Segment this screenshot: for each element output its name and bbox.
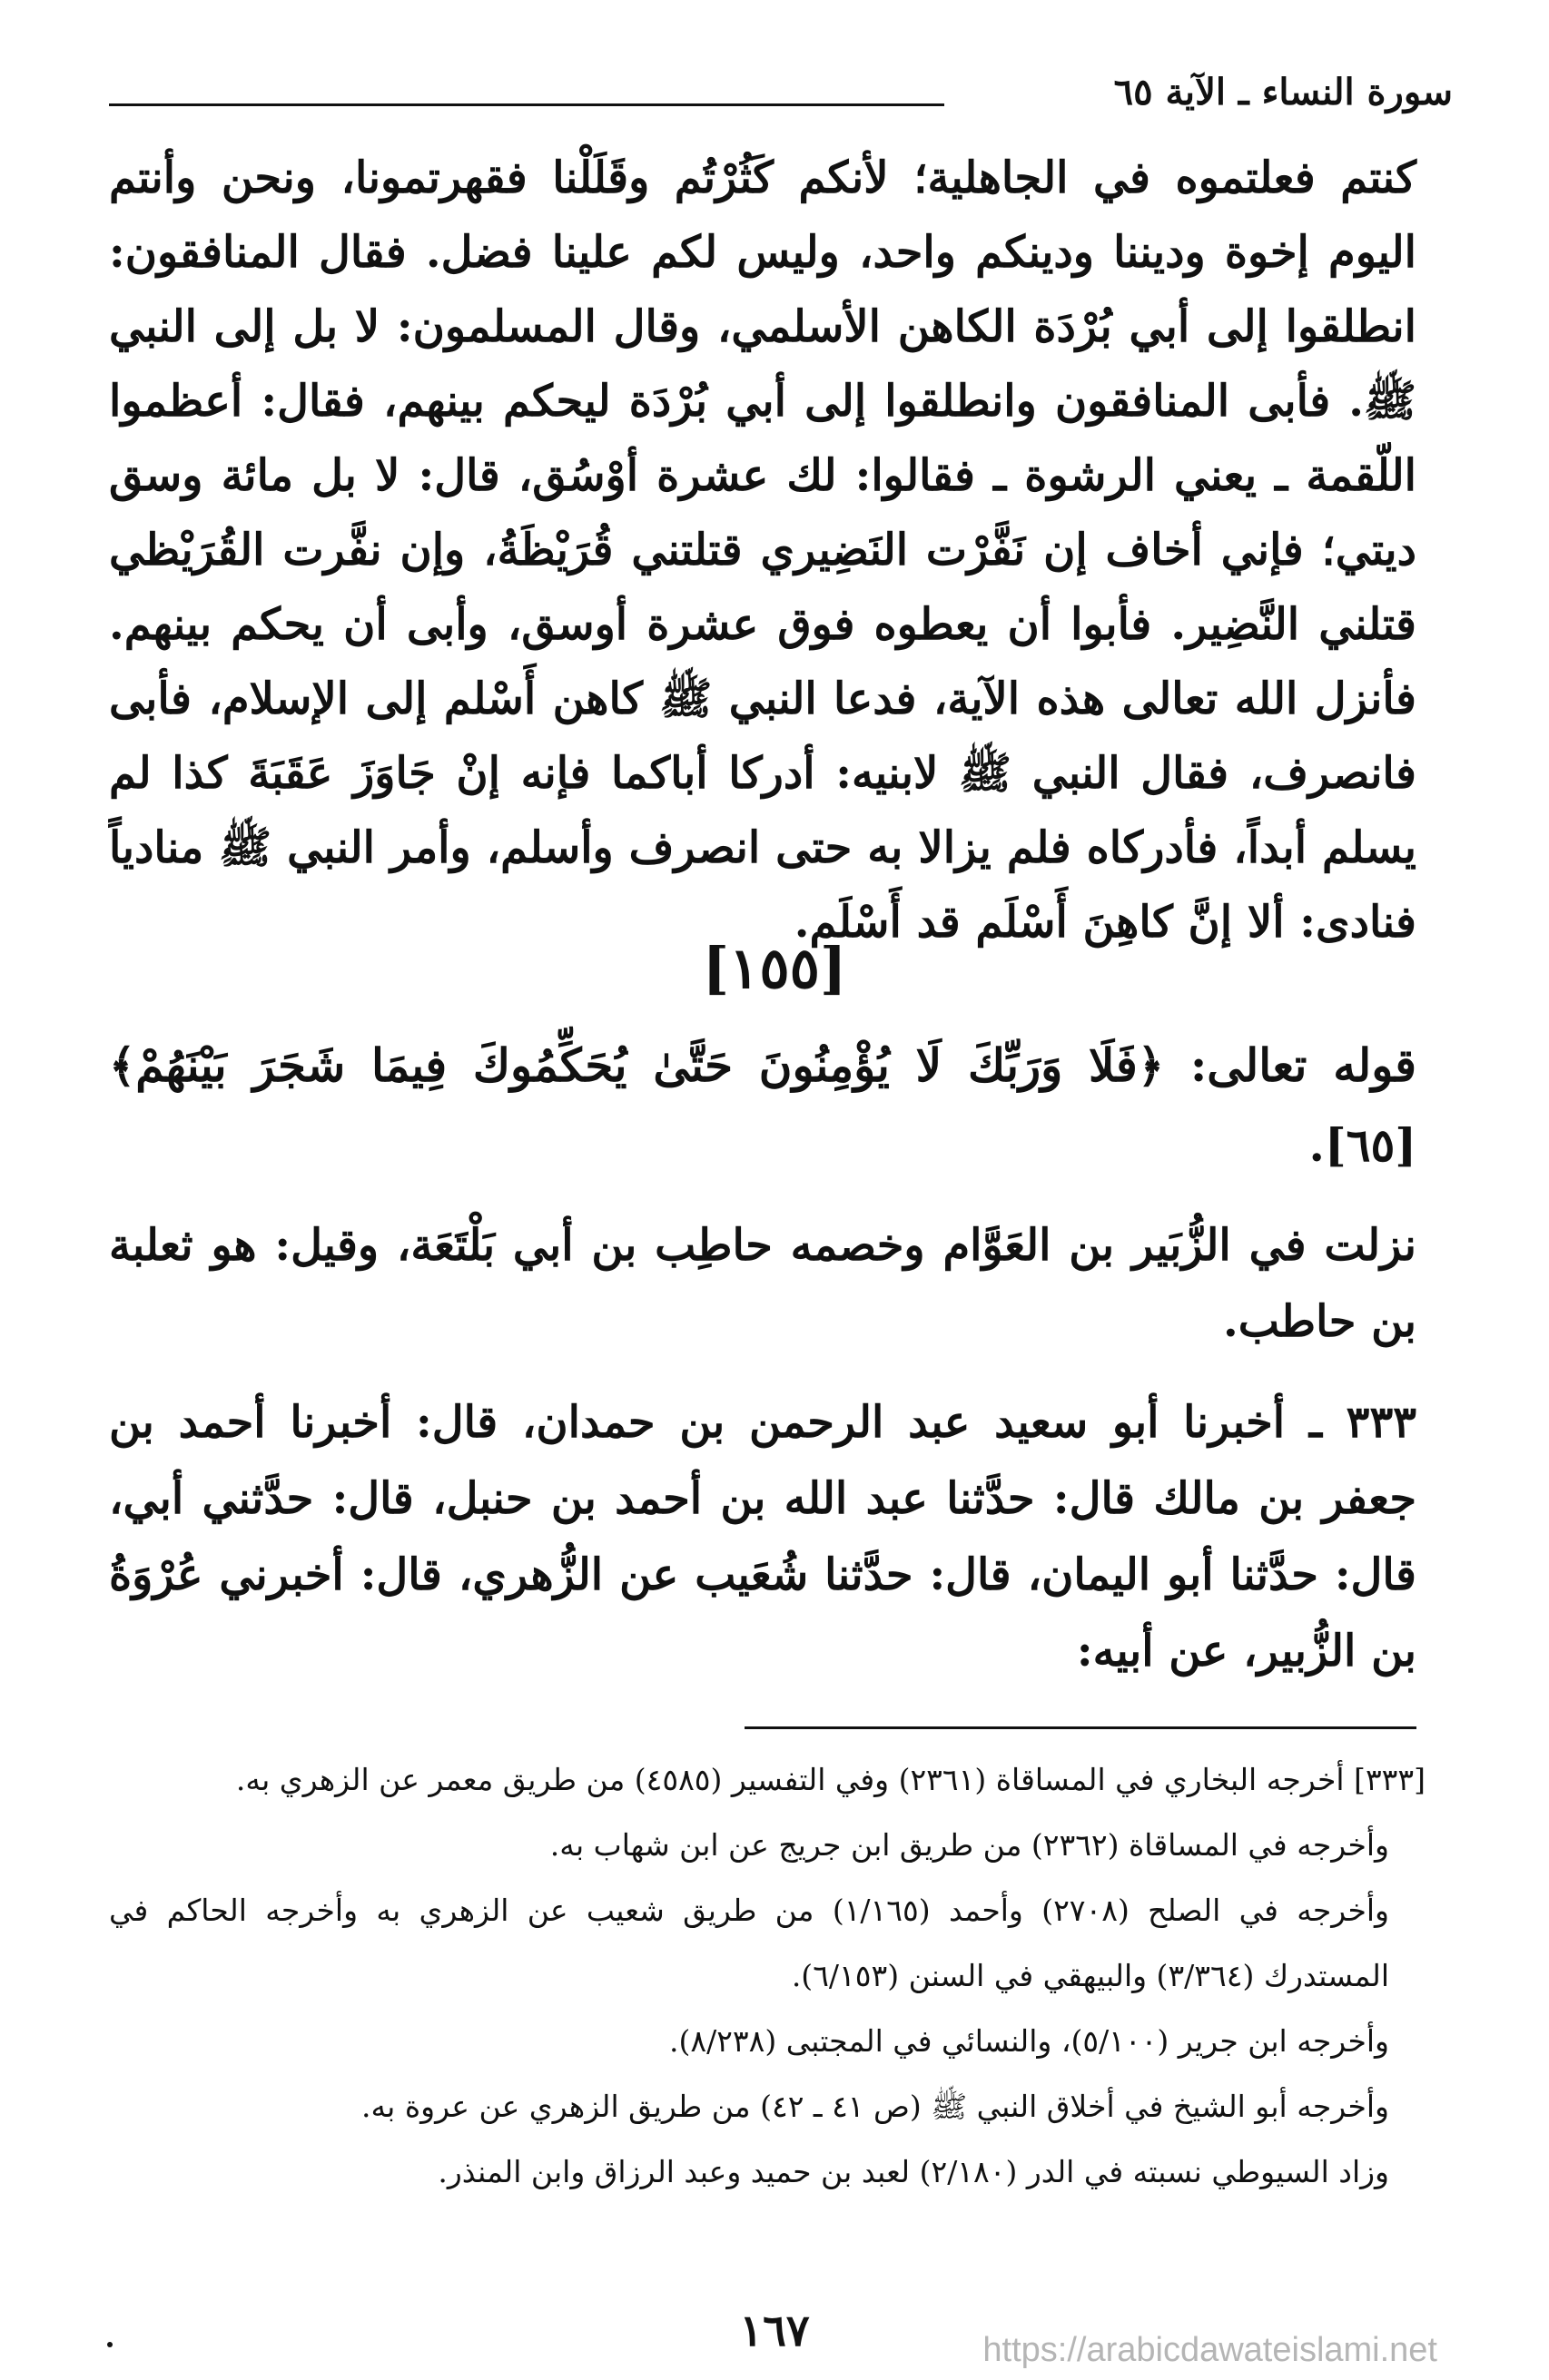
main-paragraph: كنتم فعلتموه في الجاهلية؛ لأنكم كَثُرْتُم وقَلَلْنا فقهرتمونا، ونحن وأنتم اليوم إخوة وديننا ودينكم واحد، وليس لكم علينا فضل. فقال المنافقون: انطلقوا إلى أبي بُرْدَة الكاهن الأسلمي، وقال المسلمون: لا بل إلى النبي ﷺ. فأبى المنافقون وانطلقوا إلى أبي بُرْدَة ليحكم بينهم، فقال: أعظموا اللّقمة ـ يعني الرشوة ـ فقالوا: لك عشرة أوْسُق، قال: لا بل مائة وسق ديتي؛ فإني أخاف إن نَفَّرْت النَضِيري قتلتني قُرَيْظَةُ، وإن نفَّرت القُرَيْظي قتلني النَّضِير. فأبوا أن يعطوه فوق عشرة أوسق، وأبى أن يحكم بينهم. فأنزل الله تعالى هذه الآية، فدعا النبي ﷺ كاهن أَسْلم إلى الإسلام، فأبى فانصرف، فقال النبي ﷺ لابنيه: أدركا أباكما فإنه إنْ جَاوَزَ عَقَبَةَ كذا لم يسلم أبداً، فأدركاه فلم يزالا به حتى انصرف وأسلم، وأمر النبي ﷺ منادياً فنادى: ألا إنَّ كاهِنَ أَسْلَم قد أَسْلَم. xyxy=(109,152,1416,948)
running-header xyxy=(109,71,1453,125)
revelation-paragraph: نزلت في الزُّبَير بن العَوَّام وخصمه حاطِب بن أبي بَلْتَعَة، وقيل: هو ثعلبة بن حاطب. xyxy=(109,1220,1416,1347)
verse-block xyxy=(109,1026,1416,1185)
quran-verse: ﴿فَلَا وَرَبِّكَ لَا يُؤْمِنُونَ حَتَّىٰ يُحَكِّمُوكَ فِيمَا شَجَرَ بَيْنَهُمْ﴾ xyxy=(109,1038,1165,1092)
footnote-line: وأخرجه في المساقاة (٢٣٦٢) من طريق ابن جريج عن ابن شهاب به. xyxy=(549,1827,1389,1863)
header-rule xyxy=(109,103,944,106)
scan-dot xyxy=(107,2342,113,2347)
footnote-line: وأخرجه ابن جرير (٥/١٠٠)، والنسائي في المجتبى (٨/٢٣٨). xyxy=(668,2023,1389,2059)
footnote-line: وأخرجه أبو الشيخ في أخلاق النبي ﷺ (ص ٤١ ـ ٤٢) من طريق الزهري عن عروة به. xyxy=(361,2089,1389,2124)
verse-intro: قوله تعالى: xyxy=(1164,1038,1416,1092)
section-number: [١٥٥] xyxy=(702,935,847,1001)
footnotes xyxy=(109,1747,1426,2205)
footnote-rule xyxy=(745,1726,1416,1729)
footnote-line: [٣٣٣] أخرجه البخاري في المساقاة (٢٣٦١) وفي التفسير (٤٥٨٥) من طريق معمر عن الزهري به. xyxy=(235,1762,1426,1797)
footnote-line: وزاد السيوطي نسبته في الدر (٢/١٨٠) لعبد بن حميد وعبد الرزاق وابن المنذر. xyxy=(438,2154,1389,2189)
header-title: سورة النساء ـ الآية ٦٥ xyxy=(1113,71,1453,113)
watermark-url: https://arabicdawateislami.net xyxy=(982,2331,1437,2369)
footnote-line: وأخرجه في الصلح (٢٧٠٨) وأحمد (١/١٦٥) من طريق شعيب عن الزهري به وأخرجه الحاكم في المستدرك (٣/٣٦٤) والبيهقي في السنن (٦/١٥٣). xyxy=(109,1893,1389,1993)
verse-reference: [٦٥]. xyxy=(1308,1118,1416,1172)
hadith-chain-paragraph: ٣٣٣ ـ أخبرنا أبو سعيد عبد الرحمن بن حمدان، قال: أخبرنا أحمد بن جعفر بن مالك قال: حدَّثنا عبد الله بن أحمد بن حنبل، قال: حدَّثني أبي، قال: حدَّثنا أبو اليمان، قال: حدَّثنا شُعَيب عن الزُّهري، قال: أخبرني عُرْوَةُ بن الزُّبير، عن أبيه: xyxy=(109,1397,1416,1677)
page-number: ١٦٧ xyxy=(739,2306,810,2356)
